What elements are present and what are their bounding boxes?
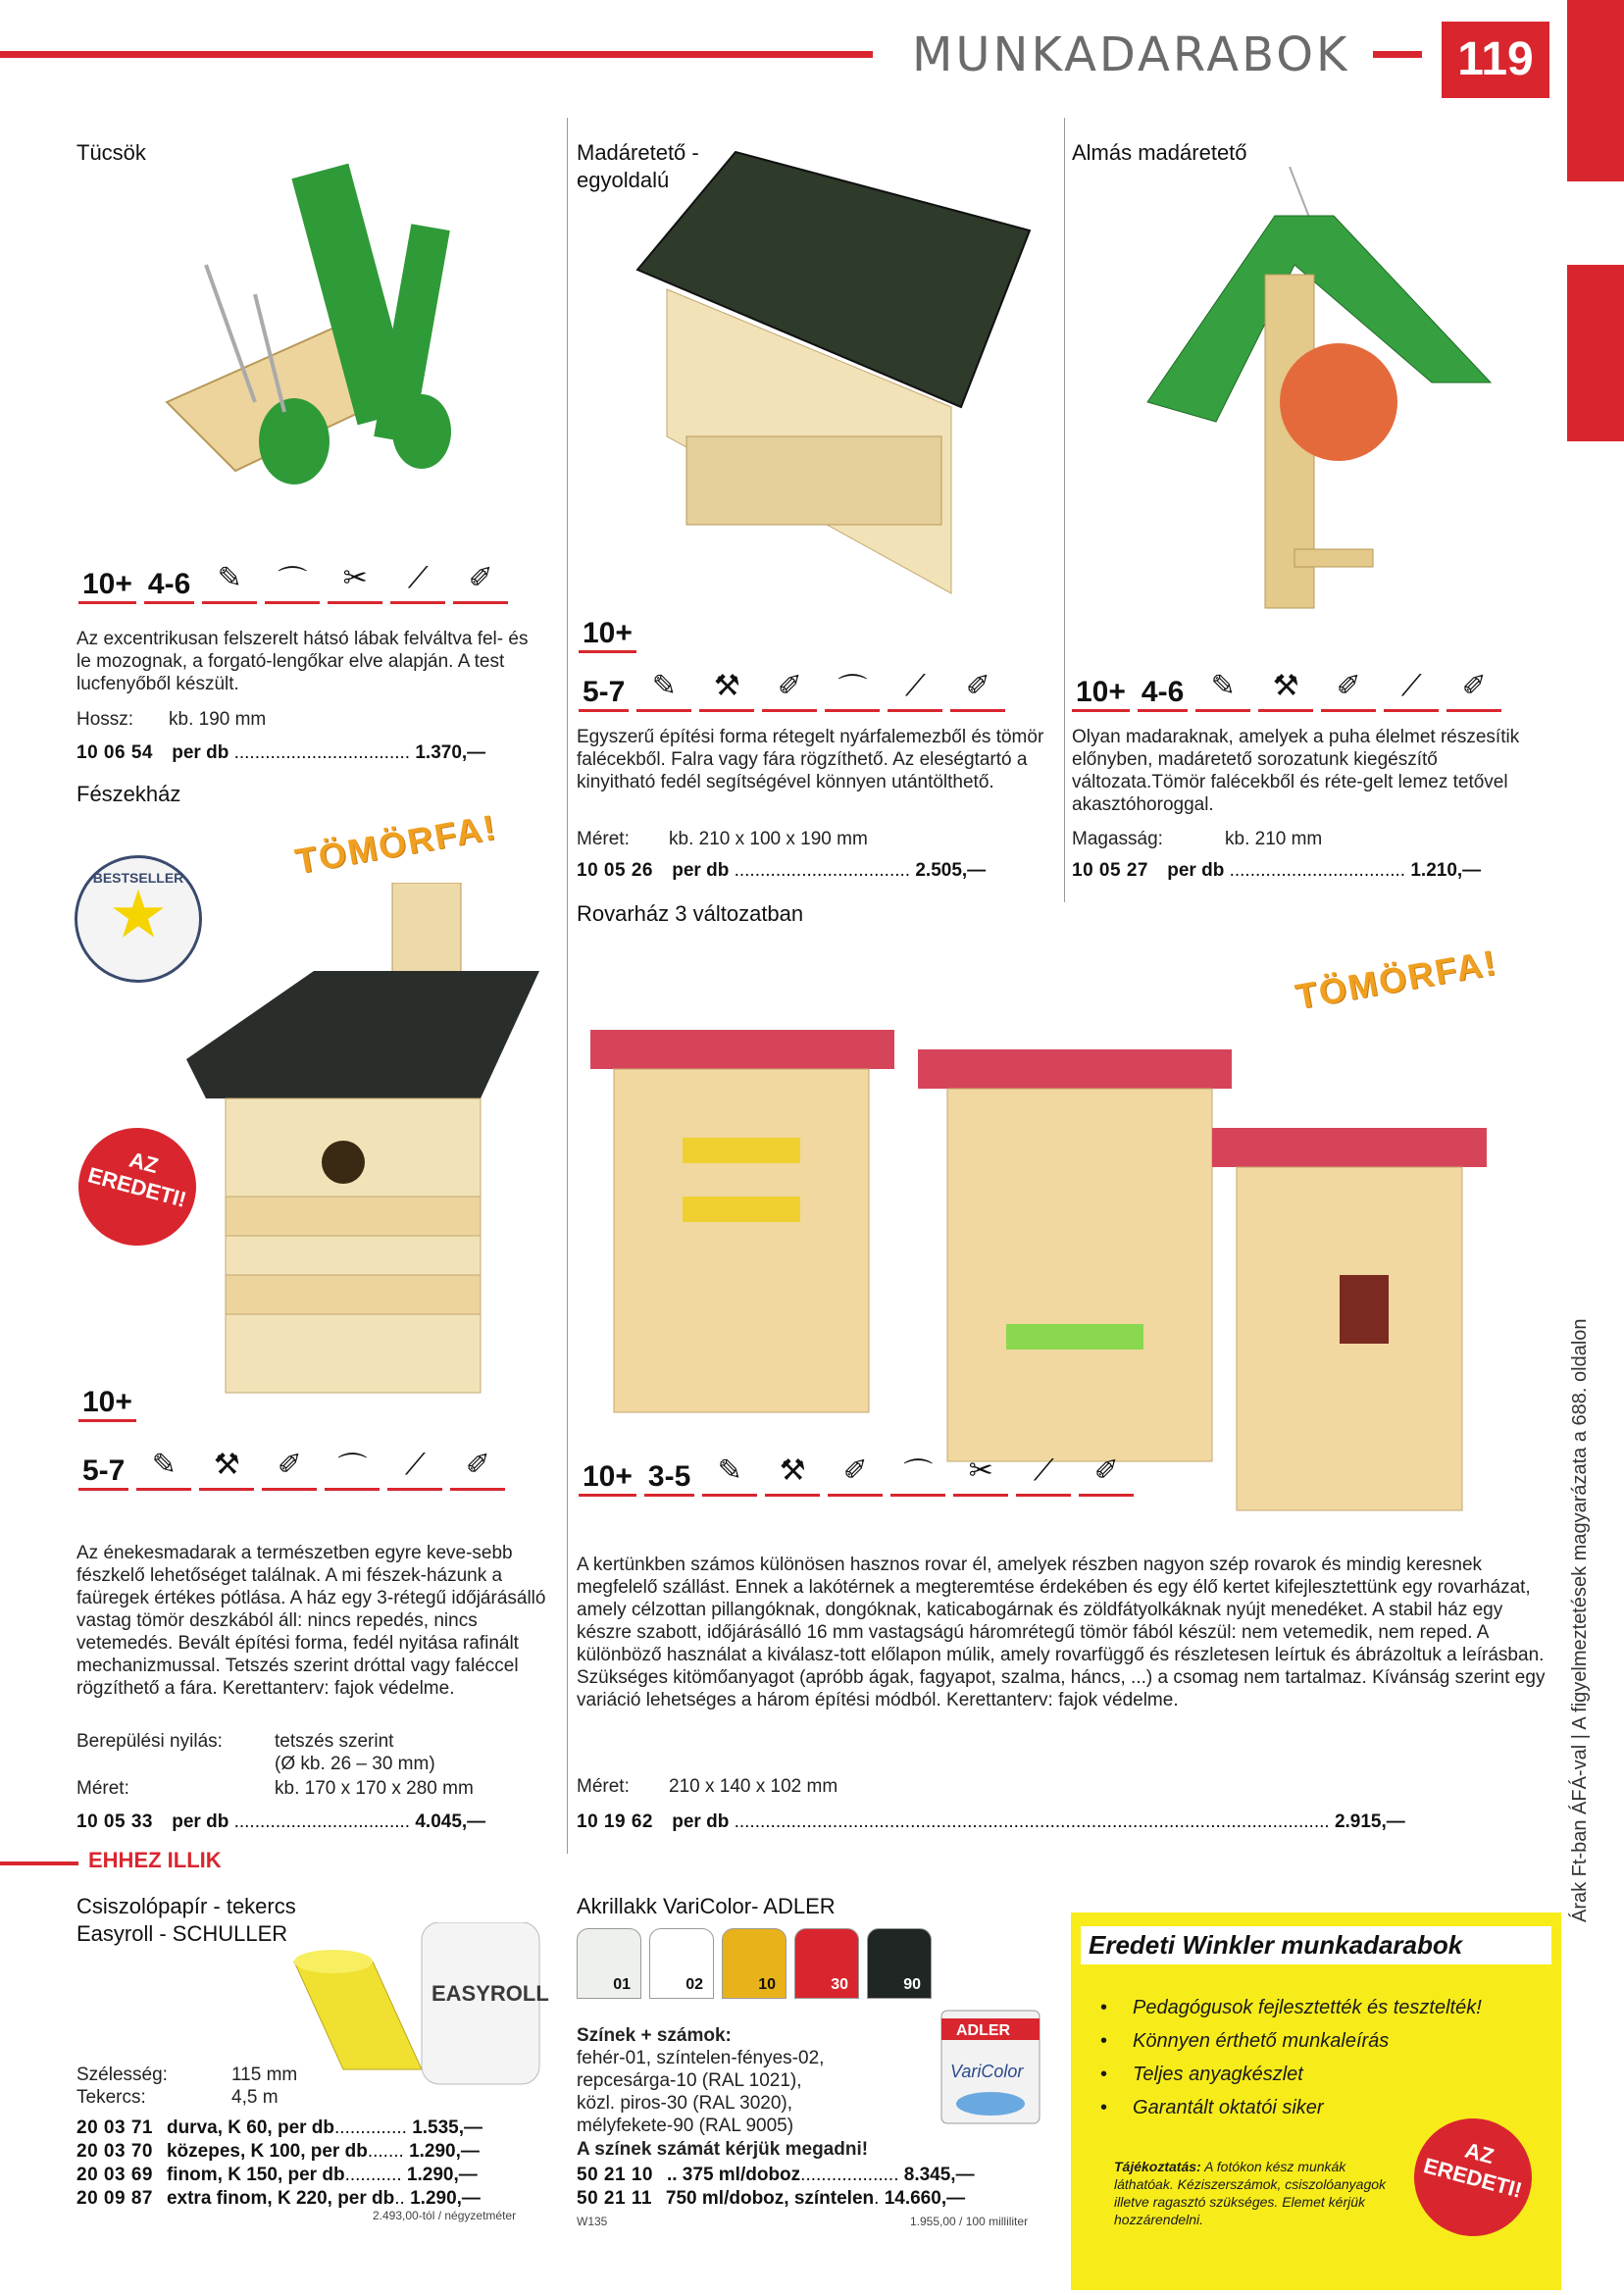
feszekhaz-price-row: 10 05 33 per db .................................. 4.045,— [76, 1811, 486, 1832]
spec-label: Hossz: [76, 709, 134, 730]
spec-value: 4,5 m [231, 2087, 279, 2108]
tucsok-price-row: 10 06 54 per db .................................. 1.370,— [76, 742, 486, 763]
spec-label: Méret: [577, 829, 630, 849]
item-desc: extra finom, K 220, per db [166, 2188, 395, 2209]
madaretetto-spec [577, 828, 868, 850]
drill-icon: ⟋ [390, 555, 445, 604]
item-code: 20 03 71 [76, 2117, 153, 2138]
madaretetto-image [579, 142, 1049, 603]
saw-icon: ⌒ [325, 1442, 380, 1491]
item-code: 20 03 70 [76, 2141, 153, 2162]
price-row [76, 2164, 482, 2187]
color-line: közl. piros-30 (RAL 3020), [577, 2093, 793, 2114]
colors-notice: A színek számát kérjük megadni! [577, 2139, 869, 2160]
rovarhaz-price-row: 10 19 62 per db ................................................................................................................... 2.915,— [577, 1811, 1405, 1832]
star-icon: ★ [112, 882, 165, 947]
rovarhaz-icon-row [579, 1448, 1134, 1497]
color-line: fehér-01, színtelen-fényes-02, [577, 2048, 825, 2068]
almas-description: Olyan madaraknak, amelyek a puha élelmet részesítik előnyben, madáretető sorozatunk kiegészítő változata.Tömör falécekből és réte-gelt lemez tetővel akasztóhoroggal. [1072, 727, 1520, 815]
price: 1.290,— [409, 2141, 480, 2162]
item-code: 50 21 11 [577, 2188, 652, 2209]
paint-icon: ✐ [450, 1442, 505, 1491]
brush-icon: ✐ [762, 663, 817, 712]
saw-icon: ⌒ [265, 555, 320, 604]
csiszolo-title [76, 1893, 296, 1948]
price: 1.535,— [412, 2117, 483, 2138]
price: 2.915,— [1334, 1811, 1405, 1832]
price-row [76, 2187, 482, 2211]
price: 1.210,— [1410, 860, 1482, 881]
drill-icon: ⟋ [1384, 663, 1439, 712]
scissors-icon: ✂ [953, 1448, 1008, 1497]
winkler-item: • Pedagógusok fejlesztették és tesztelték! [1100, 1991, 1482, 2024]
paint-icon: ✐ [1446, 663, 1501, 712]
price-row [76, 2116, 482, 2140]
feszekhaz-description: Az énekesmadarak a természetben egyre keve-sebb fészkelő lehetőséget találnak. A mi fészek-házunk a faüregek értékes pótlása. A ház egy 3-rétegű időjárásálló vastag tömör deszkából áll: nincs repedés, nincs vetemedés. Bevált építési forma, fedél nyitása rafinált mechanizmussal. Tetszés szerint dróttal vagy faléccel rögzíthető a fára. Kerettanterv: fajok védelme. [76, 1543, 546, 1699]
almas-icon-row [1072, 663, 1501, 712]
spec-value: kb. 210 mm [1225, 829, 1323, 849]
price: 1.370,— [415, 742, 486, 763]
csiszolo-unit-price: 2.493,00-tól / négyzetméter [373, 2209, 517, 2222]
item-code: 50 21 10 [577, 2165, 653, 2185]
winkler-item: • Könnyen érthető munkaleírás [1100, 2024, 1482, 2058]
color-line: repcesárga-10 (RAL 1021), [577, 2070, 802, 2091]
saw-icon: ⌒ [890, 1448, 945, 1497]
leader-dots: .. [394, 2188, 405, 2209]
unit: per db [172, 742, 229, 763]
item-desc: .. 375 ml/doboz [666, 2165, 801, 2185]
leader-dots: ........... [344, 2165, 402, 2185]
spec-value-2: (Ø kb. 26 – 30 mm) [275, 1754, 435, 1774]
column-divider [1064, 118, 1065, 902]
csiszolo-spec2 [76, 2086, 279, 2109]
akrillakk-unit-price: 1.955,00 / 100 milliliter [910, 2215, 1029, 2228]
winkler-item: • Garantált oktatói siker [1100, 2091, 1482, 2124]
hammer-icon: ⚒ [699, 663, 754, 712]
price: 14.660,— [884, 2188, 966, 2209]
age-icon: 10+ [579, 604, 636, 653]
winkler-note-title: Tájékoztatás: [1114, 2159, 1201, 2174]
time-icon: 4-6 [144, 555, 194, 604]
glue-icon: ✎ [702, 1448, 757, 1497]
paint-icon: ✐ [1079, 1448, 1134, 1497]
item-code: 10 06 54 [76, 742, 153, 763]
drill-icon: ⟋ [1016, 1448, 1071, 1497]
rovarhaz-title: Rovarház 3 változatban [577, 901, 804, 926]
winkler-note [1114, 2158, 1389, 2228]
leader-dots: .............. [334, 2117, 407, 2138]
item-code: 10 05 33 [76, 1811, 153, 1832]
color-swatch: 01 [577, 1928, 641, 1999]
time-icon: 5-7 [579, 663, 629, 712]
madaretetto-price-row: 10 05 26 per db .................................. 2.505,— [577, 860, 987, 881]
leader-dots: ....... [367, 2141, 404, 2162]
spec-value: 115 mm [231, 2065, 298, 2085]
paint-icon: ✐ [453, 555, 508, 604]
glue-icon: ✎ [1195, 663, 1250, 712]
footer-code: W135 [577, 2215, 608, 2228]
price: 4.045,— [415, 1811, 486, 1832]
color-swatch: 90 [867, 1928, 932, 1999]
spec-value: kb. 210 x 100 x 190 mm [669, 829, 868, 849]
spec-label: Berepülési nyilás: [76, 1731, 223, 1752]
spec-label: Szélesség: [76, 2065, 168, 2085]
hammer-icon: ⚒ [765, 1448, 820, 1497]
can-label: VariColor [950, 2062, 1024, 2081]
drill-icon: ⟋ [888, 663, 942, 712]
spec-value: tetszés szerint [275, 1731, 394, 1752]
almas-title: Almás madáretető [1072, 140, 1247, 165]
price-row [76, 2140, 482, 2164]
title-line1: Madáretető - [577, 140, 699, 165]
eredeti-badge: AZ EREDETI! [66, 1115, 210, 1259]
paint-icon: ✐ [950, 663, 1005, 712]
title-line1: Csiszolópapír - tekercs [76, 1894, 296, 1918]
tucsok-spec [76, 708, 266, 731]
edge-tab-top [1567, 0, 1624, 181]
feszekhaz-spec2 [76, 1777, 474, 1800]
tucsok-icon-row [78, 555, 508, 604]
item-code: 20 03 69 [76, 2165, 153, 2185]
glue-icon: ✎ [202, 555, 257, 604]
akrillakk-title: Akrillakk VariColor- ADLER [577, 1894, 836, 1918]
glue-icon: ✎ [136, 1442, 191, 1491]
spec-label: Méret: [577, 1776, 630, 1797]
price: 2.505,— [915, 860, 987, 881]
hammer-icon: ⚒ [1258, 663, 1313, 712]
brush-icon: ✐ [828, 1448, 883, 1497]
drill-icon: ⟋ [387, 1442, 442, 1491]
feszekhaz-icon-row [78, 1442, 505, 1491]
colors-heading: Színek + számok: [577, 2025, 732, 2046]
price: 1.290,— [406, 2165, 478, 2185]
title-line2: egyoldalú [577, 168, 670, 192]
item-code: 10 05 27 [1072, 860, 1148, 881]
spec-label: Magasság: [1072, 829, 1163, 849]
bestseller-badge [75, 855, 202, 983]
colors-list [577, 2047, 824, 2137]
madaretetto-icon-row [579, 663, 1005, 712]
bestseller-label: BESTSELLER [92, 870, 184, 886]
tomorfa-stamp: TÖMÖRFA! [291, 806, 500, 882]
age-icon: 10+ [579, 1448, 636, 1497]
unit: per db [1167, 860, 1225, 881]
leader-dots: . [874, 2188, 880, 2209]
header-rule-mid [1373, 51, 1422, 58]
item-code: 10 19 62 [577, 1811, 653, 1832]
age-icon: 10+ [1072, 663, 1130, 712]
unit: per db [172, 1811, 229, 1832]
time-icon: 3-5 [644, 1448, 694, 1497]
color-swatch: 30 [794, 1928, 859, 1999]
unit: per db [672, 1811, 730, 1832]
page-title: MUNKADARABOK [912, 27, 1350, 82]
winkler-item: • Teljes anyagkészlet [1100, 2058, 1482, 2091]
eredeti-badge: AZ EREDETI! [1401, 2106, 1546, 2250]
almas-price-row: 10 05 27 per db .................................. 1.210,— [1072, 860, 1482, 881]
item-desc: 750 ml/doboz, színtelen [665, 2188, 875, 2209]
page-number: 119 [1442, 22, 1549, 98]
easyroll-label: EASYROLL [431, 1981, 549, 2006]
title-line2: Easyroll - SCHULLER [76, 1921, 288, 1946]
glue-icon: ✎ [636, 663, 691, 712]
ehhez-illik-label: EHHEZ ILLIK [78, 1848, 231, 1873]
color-line: mélyfekete-90 (RAL 9005) [577, 2116, 794, 2136]
spec-value: kb. 170 x 170 x 280 mm [275, 1778, 474, 1799]
feszekhaz-age [78, 1373, 136, 1422]
madaretetto-age [579, 604, 636, 653]
csiszolo-image [284, 1922, 549, 2089]
saw-icon: ⌒ [825, 663, 880, 712]
rovarhaz-spec [577, 1775, 837, 1798]
column-divider [567, 118, 568, 1854]
item-code: 10 05 26 [577, 860, 653, 881]
feszekhaz-spec1 [76, 1730, 547, 1775]
spec-value: 210 x 140 x 102 mm [669, 1776, 838, 1797]
brush-icon: ✐ [262, 1442, 317, 1491]
feszekhaz-title: Fészekház [76, 782, 181, 806]
age-icon: 10+ [78, 1373, 136, 1422]
item-desc: durva, K 60, per db [166, 2117, 335, 2138]
brush-icon: ✐ [1321, 663, 1376, 712]
color-swatch: 10 [722, 1928, 787, 1999]
hammer-icon: ⚒ [199, 1442, 254, 1491]
age-icon: 10+ [78, 555, 136, 604]
time-icon: 5-7 [78, 1442, 128, 1491]
tomorfa-stamp: TÖMÖRFA! [1292, 942, 1500, 1017]
winkler-note-text: A fotókon kész munkák láthatóak. Kéziszerszámok, csiszolóanyagok illetve ragasztó szükséges. Elemet kérjük hozzárendelni. [1114, 2159, 1387, 2227]
akrillakk-price-list [577, 2164, 975, 2211]
tucsok-title: Tücsök [76, 140, 146, 165]
spec-label: Méret: [76, 1778, 129, 1799]
sidebar-note: Árak Ft-ban ÁFÁ-val | A figyelmeztetések magyarázata a 688. oldalon [1569, 1318, 1591, 1922]
spec-label: Tekercs: [76, 2087, 146, 2108]
color-swatch: 02 [649, 1928, 714, 1999]
price-row [577, 2164, 975, 2187]
edge-tab-mid [1567, 265, 1624, 441]
feszekhaz-image [186, 883, 559, 1402]
price-row [577, 2187, 975, 2211]
unit: per db [672, 860, 730, 881]
madaretetto-description: Egyszerű építési forma rétegelt nyárfalemezből és tömör falécekből. Falra vagy fára rögzíthető. Az eleségtartó a kinyitható fedél segítségével könnyen utántölthető. [577, 727, 1044, 792]
almas-spec [1072, 828, 1322, 850]
winkler-list [1100, 1991, 1482, 2124]
paint-can-image [937, 2001, 1044, 2128]
can-brand: ADLER [956, 2022, 1011, 2039]
item-desc: közepes, K 100, per db [166, 2141, 368, 2162]
leader-dots: ................... [800, 2165, 899, 2185]
price: 8.345,— [903, 2165, 975, 2185]
scissors-icon: ✂ [328, 555, 382, 604]
item-desc: finom, K 150, per db [166, 2165, 345, 2185]
csiszolo-spec1 [76, 2064, 297, 2086]
rovarhaz-image [584, 922, 1487, 1520]
item-code: 20 09 87 [76, 2188, 153, 2209]
winkler-info-box [1071, 1912, 1561, 2290]
rovarhaz-description: A kertünkben számos különösen hasznos rovar él, amelyek részben nagyon szép rovarok és mindig keresnek megfelelő szállást. Ennek a lakótérnek a megteremtése érdekében és egy élő kertet kifejlesztettünk egy rovarházat, amely célzottan pillangóknak, dongóknak, katicabogárnak és zöldfátyolkáknak nyújt menedéket. A stabil ház egy készre szabott, időjárásálló 16 mm vastagságú háromrétegű tömör fából készül: nem vetemedik, nem reped. A különböző használat a kiválasz-tott előlapon múlik, amely rovarfüggő és részletesen leírtuk és ábrázoltuk a leírásban. Szükséges kitömőanyagot (apróbb ágak, fagyapot, szalma, háncs, ...) a csomag nem tartalmaz. Kívánság szerint egy variáció lehetséges a három építési módból. Kerettanterv: fajok védelme. [577, 1555, 1546, 1710]
tucsok-image [147, 147, 500, 520]
price: 1.290,— [410, 2188, 481, 2209]
csiszolo-price-list [76, 2116, 482, 2211]
header-rule-left [0, 51, 873, 58]
time-icon: 4-6 [1138, 663, 1188, 712]
tucsok-description: Az excentrikusan felszerelt hátsó lábak felváltva fel- és le mozognak, a forgató-lengőkar elve alapján. A test lucfenyőből készült. [76, 629, 529, 694]
almas-image [1138, 167, 1530, 618]
winkler-title: Eredeti Winkler munkadarabok [1081, 1926, 1551, 1964]
spec-value: kb. 190 mm [169, 709, 267, 730]
